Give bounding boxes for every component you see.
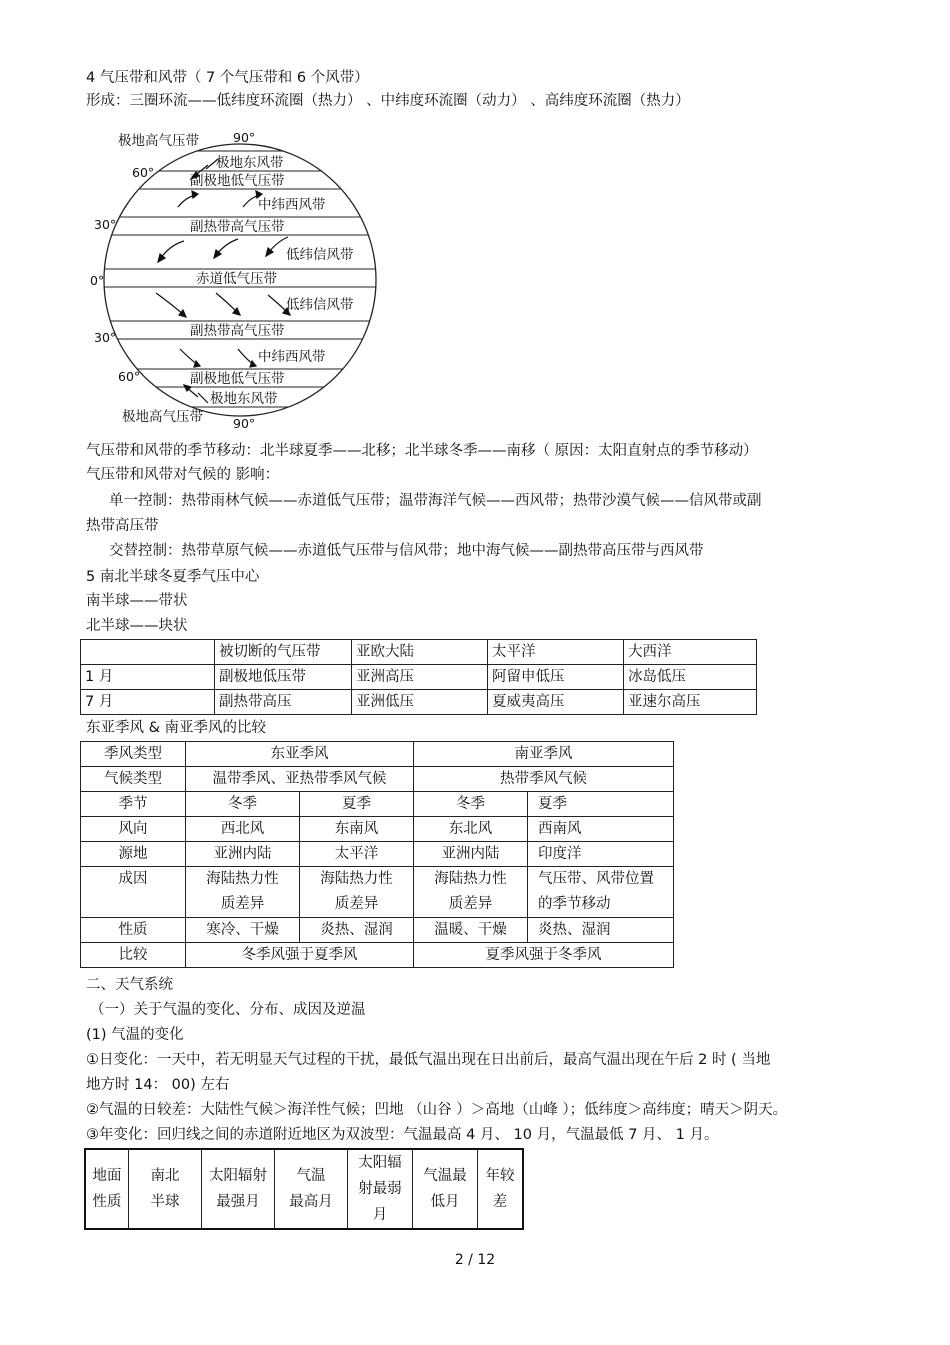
subpolar-low-south-label: 副极地低气压带	[190, 371, 285, 387]
table-row: 季风类型 东亚季风 南亚季风	[81, 742, 674, 767]
section-5-title: 5 南北半球冬夏季气压中心	[86, 569, 260, 585]
lat-60-south: 60°	[118, 369, 141, 384]
table-row: 性质 寒冷、干燥 炎热、湿润 温暖、干燥 炎热、湿润	[81, 918, 674, 943]
daily-range-text: ②气温的日较差：大陆性气候＞海洋性气候；凹地 （山谷 ）＞高地（山峰 ）；低纬度＞高纬度；晴天＞阴天。	[86, 1102, 788, 1118]
polar-easterly-south-label: 极地东风带	[210, 391, 278, 407]
monsoon-table	[80, 741, 674, 968]
annual-change-text: ③年变化：回归线之间的赤道附近地区为双波型：气温最高 4 月、 10 月，气温最低 7 月、 1 月。	[86, 1127, 719, 1143]
northern-hemisphere-text: 北半球——块状	[86, 618, 188, 634]
table-row: 1 月 副极地低压带 亚洲高压 阿留申低压 冰岛低压	[81, 665, 757, 690]
lat-60-north: 60°	[132, 165, 155, 180]
lat-90-south: 90°	[233, 416, 256, 431]
pressure-center-table	[80, 639, 757, 715]
table-row: 比较 冬季风强于夏季风 夏季风强于冬季风	[81, 943, 674, 968]
subtropical-high-north-label: 副热带高气压带	[190, 219, 285, 235]
temperature-subheading: （一）关于气温的变化、分布、成因及逆温	[90, 1002, 366, 1018]
table-row: 季节 冬季 夏季 冬季 夏季	[81, 792, 674, 817]
polar-high-south-label: 极地高气压带	[122, 409, 203, 425]
monsoon-comparison-title: 东亚季风 & 南亚季风的比较	[86, 720, 267, 736]
daily-change-continued: 地方时 14： 00) 左右	[86, 1077, 230, 1093]
alternating-control-text: 交替控制：热带草原气候——赤道低气压带与信风带；地中海气候——副热带高压带与西风带	[109, 543, 704, 559]
page-number: 2 / 12	[454, 1252, 496, 1268]
equatorial-low-label: 赤道低气压带	[196, 271, 277, 287]
single-control-continued: 热带高压带	[86, 518, 159, 534]
climate-impact-text: 气压带和风带对气候的 影响：	[86, 467, 280, 483]
table-row: 成因 海陆热力性 质差异 海陆热力性 质差异 海陆热力性 质差异 气压带、风带位置 的季节移动	[81, 867, 674, 918]
daily-change-text: ①日变化：一天中，若无明显天气过程的干扰，最低气温出现在日出前后，最高气温出现在午后 2 时 ( 当地	[86, 1052, 771, 1068]
table-row: 气候类型 温带季风、亚热带季风气候 热带季风气候	[81, 767, 674, 792]
trade-wind-north-label: 低纬信风带	[286, 247, 354, 263]
table-row: 地面 性质 南北 半球 太阳辐射 最强月 气温 最高月 太阳辐 射最弱 月 气温最 低月 年较 差	[85, 1149, 523, 1229]
westerly-south-label: 中纬西风带	[258, 349, 326, 365]
table-row: 源地 亚洲内陆 太平洋 亚洲内陆 印度洋	[81, 842, 674, 867]
lat-0: 0°	[90, 273, 105, 288]
lat-30-north: 30°	[94, 217, 117, 232]
trade-wind-south-label: 低纬信风带	[286, 297, 354, 313]
table-row: 7 月 副热带高压 亚洲低压 夏威夷高压 亚速尔高压	[81, 690, 757, 715]
annual-temperature-table	[84, 1148, 524, 1230]
polar-high-north-label: 极地高气压带	[118, 133, 199, 149]
lat-30-south: 30°	[94, 330, 117, 345]
section-4-title: 4 气压带和风带（ 7 个气压带和 6 个风带）	[86, 70, 369, 86]
lat-90-north: 90°	[233, 130, 256, 145]
single-control-text: 单一控制：热带雨林气候——赤道低气压带；温带海洋气候——西风带；热带沙漠气候——信风带或副	[109, 493, 762, 509]
temperature-change-heading: (1) 气温的变化	[86, 1027, 184, 1043]
pressure-wind-belt-diagram	[88, 125, 388, 435]
southern-hemisphere-text: 南半球——带状	[86, 593, 188, 609]
subtropical-high-south-label: 副热带高气压带	[190, 323, 285, 339]
subpolar-low-north-label: 副极地低气压带	[190, 173, 285, 189]
formation-text: 形成：三圈环流——低纬度环流圈（热力） 、中纬度环流圈（动力） 、高纬度环流圈（热力）	[86, 93, 690, 109]
weather-system-heading: 二、天气系统	[86, 977, 173, 993]
seasonal-shift-text: 气压带和风带的季节移动：北半球夏季——北移；北半球冬季——南移（ 原因：太阳直射点的季节移动）	[86, 443, 758, 459]
table-row: 风向 西北风 东南风 东北风 西南风	[81, 817, 674, 842]
westerly-north-label: 中纬西风带	[258, 197, 326, 213]
table-row: 被切断的气压带 亚欧大陆 太平洋 大西洋	[81, 640, 757, 665]
polar-easterly-north-label: 极地东风带	[216, 155, 284, 171]
